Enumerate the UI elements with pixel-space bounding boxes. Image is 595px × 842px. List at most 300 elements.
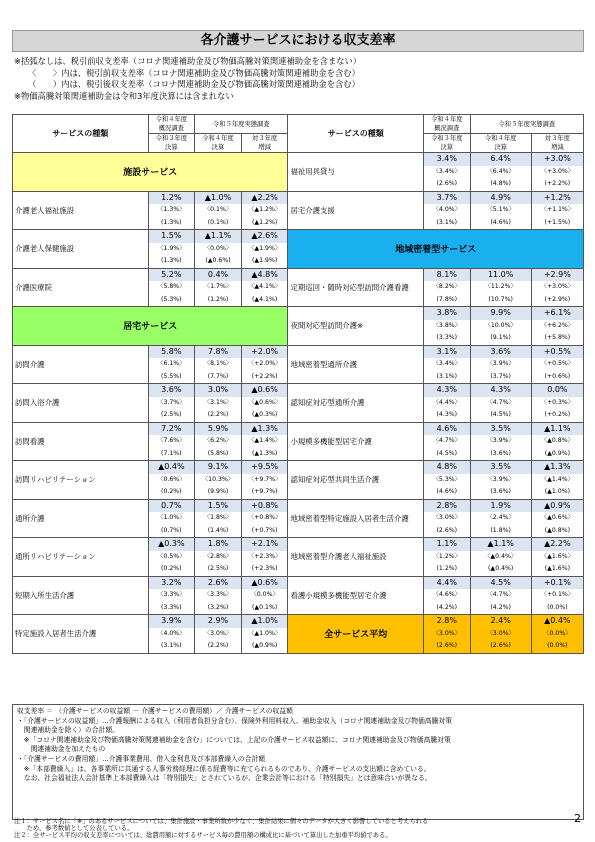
aftertax-value: (3.2%) xyxy=(207,603,229,611)
value-cell xyxy=(470,345,531,384)
value-cell xyxy=(531,307,583,346)
aftertax-value: (2.6%) xyxy=(471,640,531,653)
pretax-value: ▲4.8% xyxy=(242,269,288,282)
pretax-with-subsidy-value: 〈1.8%〉 xyxy=(203,514,233,521)
col-diff-header: 対３年度 増減 xyxy=(241,134,288,153)
section-header: 施設サービス xyxy=(13,153,288,192)
pretax-with-subsidy-value: 〈1.7%〉 xyxy=(203,283,233,290)
pretax-value: 11.0% xyxy=(471,269,531,282)
aftertax-value: (▲1.0%) xyxy=(544,488,571,495)
value-cell xyxy=(423,538,470,577)
pretax-with-subsidy-value: 〈▲0.8%〉 xyxy=(540,437,574,444)
aftertax-value: (9.1%) xyxy=(490,334,511,341)
value-cell xyxy=(470,153,531,192)
col-diff-header: 対３年度 増減 xyxy=(531,134,583,153)
pretax-value: ▲1.1% xyxy=(195,230,241,243)
pretax-value: ▲1.0% xyxy=(242,615,288,628)
aftertax-value: (2.5%) xyxy=(207,565,229,572)
value-cell xyxy=(241,345,288,384)
aftertax-value: (4.6%) xyxy=(436,488,458,495)
pretax-with-subsidy-value: 〈6.4%〉 xyxy=(486,167,515,175)
aftertax-value: (3.6%) xyxy=(490,449,511,457)
pretax-with-subsidy-value: 〈+2.0%〉 xyxy=(247,360,282,367)
value-cell xyxy=(195,384,242,423)
aftertax-value: (2.6%) xyxy=(436,526,458,534)
aftertax-value: (4.3%) xyxy=(436,411,458,418)
value-cell xyxy=(470,576,531,615)
aftertax-value: (4.8%) xyxy=(490,180,511,187)
section-header: 地域密着型サービス xyxy=(288,230,584,269)
service-type-header: サービスの種類 xyxy=(288,115,424,153)
value-cell xyxy=(241,191,288,230)
pretax-with-subsidy-value: 〈1.3%〉 xyxy=(157,206,186,213)
pretax-value: 3.6% xyxy=(471,346,531,359)
aftertax-value: (5.3%) xyxy=(161,295,182,303)
value-cell xyxy=(195,461,242,500)
aftertax-value: (0.0%) xyxy=(532,640,583,653)
pretax-with-subsidy-value: 〈4.0%〉 xyxy=(157,629,186,637)
service-name: 福祉用具貸与 xyxy=(288,153,424,192)
aftertax-value: (▲1.2%) xyxy=(251,218,278,226)
aftertax-value: (2.5%) xyxy=(161,411,182,418)
pretax-value: 3.9% xyxy=(149,615,195,628)
footnote-line: ため、参考数値として公表している。 xyxy=(14,825,134,833)
col-r4-header: 令和４年度 決算 xyxy=(470,134,531,153)
aftertax-value: (+2.2%) xyxy=(251,372,278,380)
pretax-with-subsidy-value: 〈+0.8%〉 xyxy=(247,514,282,521)
value-cell xyxy=(195,268,242,307)
aftertax-value: (4.2%) xyxy=(490,603,511,611)
pretax-with-subsidy-value: 〈▲0.4%〉 xyxy=(484,552,518,560)
pretax-with-subsidy-value: 〈3.0%〉 xyxy=(471,628,531,641)
aftertax-value: (▲0.8%) xyxy=(544,526,571,534)
footnote-line: 注１：サービス名に「※」のあるサービスについては、集計施設・事業所数が少なく、集計結果に個々のデータが大きく影響していると考えられる xyxy=(14,818,429,825)
formula-line: ・「介護サービスの収益額」…介護報酬による収入（利用者負担分含む）、保険外利用料収入、補助金収入（コロナ関連補助金及び物価高騰対策 xyxy=(17,716,452,725)
table-row xyxy=(13,499,584,538)
pretax-with-subsidy-value: 〈▲1.4%〉 xyxy=(248,437,282,444)
pretax-with-subsidy-value: 〈3.1%〉 xyxy=(203,398,233,406)
pretax-with-subsidy-value: 〈0.5%〉 xyxy=(157,552,186,560)
pretax-with-subsidy-value: 〈3.9%〉 xyxy=(486,437,515,444)
pretax-with-subsidy-value: 〈3.3%〉 xyxy=(157,591,186,598)
pretax-value: +0.1% xyxy=(532,577,583,590)
table-row xyxy=(13,268,584,307)
formula-box xyxy=(12,704,584,820)
survey-r5-header: 令和５年度実態調査 xyxy=(195,115,288,134)
formula-line: ・「介護サービスの費用額」…介護事業費用、借入金利息及び本部費繰入の合計額 xyxy=(17,754,266,763)
value-cell xyxy=(195,345,242,384)
table-row xyxy=(13,461,584,500)
value-cell xyxy=(195,230,242,269)
value-cell xyxy=(148,422,195,461)
pretax-with-subsidy-value: 〈+3.0%〉 xyxy=(540,283,574,290)
value-cell xyxy=(470,191,531,230)
pretax-value: 4.6% xyxy=(424,423,470,436)
pretax-with-subsidy-value: 〈0.1%〉 xyxy=(203,206,233,213)
pretax-value: 0.4% xyxy=(195,269,241,282)
service-name: 地域密着型介護老人福祉施設 xyxy=(288,538,424,577)
value-cell xyxy=(148,461,195,500)
pretax-value: 3.7% xyxy=(424,192,470,205)
value-cell xyxy=(148,268,195,307)
formula-line: 関連補助金を除く）の合計額。 xyxy=(17,726,119,735)
pretax-value: ▲1.1% xyxy=(471,538,531,551)
aftertax-value: (▲0.6%) xyxy=(205,257,231,264)
formula-line: なお、社会福祉法人会計基準上本部費繰入は「特別損失」とされているが、企業会計等における「特別損失」とは意味合いが異なる。 xyxy=(17,774,432,783)
value-cell xyxy=(423,576,470,615)
aftertax-value: (▲4.1%) xyxy=(251,295,278,303)
service-name: 認知症対応型共同生活介護 xyxy=(288,461,424,500)
formula-line: ※「コロナ関連補助金及び物価高騰対策関連補助金を含む」については、上記の介護サービス収益額に、コロナ関連補助金及び物価高騰対策 xyxy=(17,735,451,744)
value-cell xyxy=(148,384,195,423)
pretax-with-subsidy-value: 〈+0.5%〉 xyxy=(540,360,574,367)
value-cell xyxy=(195,576,242,615)
pretax-value: ▲2.2% xyxy=(242,192,288,205)
col-r4-header: 令和４年度 決算 xyxy=(195,134,242,153)
value-cell xyxy=(470,461,531,500)
pretax-value: +2.0% xyxy=(242,346,288,359)
pretax-value: 4.4% xyxy=(424,577,470,590)
pretax-with-subsidy-value: 〈+6.2%〉 xyxy=(540,321,574,329)
pretax-with-subsidy-value: 〈5.3%〉 xyxy=(432,475,461,483)
pretax-with-subsidy-value: 〈3.4%〉 xyxy=(432,360,461,367)
pretax-value: 5.8% xyxy=(149,346,195,359)
pretax-with-subsidy-value: 〈2.8%〉 xyxy=(203,552,233,560)
aftertax-value: (0.1%) xyxy=(207,218,229,226)
pretax-with-subsidy-value: 〈6.2%〉 xyxy=(203,437,233,444)
page-title: 各介護サービスにおける収支差率 xyxy=(12,30,584,52)
aftertax-value: (1.3%) xyxy=(161,218,182,226)
pretax-with-subsidy-value: 〈3.4%〉 xyxy=(432,167,461,175)
service-name: 地域密着型特定施設入居者生活介護 xyxy=(288,499,424,538)
aftertax-value: (2.6%) xyxy=(436,180,458,187)
col-r3-header: 令和３年度 決算 xyxy=(423,134,470,153)
pretax-value: ▲0.3% xyxy=(149,538,195,551)
pretax-with-subsidy-value: 〈3.9%〉 xyxy=(486,360,515,367)
pretax-with-subsidy-value: 〈7.6%〉 xyxy=(157,437,186,444)
pretax-value: 2.4% xyxy=(471,615,531,628)
aftertax-value: (+5.8%) xyxy=(544,334,571,341)
pretax-with-subsidy-value: 〈▲1.4%〉 xyxy=(540,475,574,483)
pretax-with-subsidy-value: 〈1.2%〉 xyxy=(432,552,461,560)
pretax-value: 4.3% xyxy=(424,384,470,397)
aftertax-value: (3.1%) xyxy=(436,218,458,226)
aftertax-value: (2.2%) xyxy=(207,411,229,418)
aftertax-value: (10.7%) xyxy=(488,295,513,303)
aftertax-value: (▲1.9%) xyxy=(251,257,278,264)
aftertax-value: (3.6%) xyxy=(490,488,511,495)
value-cell xyxy=(531,153,583,192)
pretax-value: 2.8% xyxy=(424,615,470,628)
aftertax-value: (+9.7%) xyxy=(251,488,278,495)
pretax-with-subsidy-value: 〈1.0%〉 xyxy=(157,514,186,521)
pretax-value: 1.1% xyxy=(424,538,470,551)
value-cell xyxy=(470,422,531,461)
table-row xyxy=(13,153,584,192)
pretax-with-subsidy-value: 〈11.2%〉 xyxy=(484,283,517,290)
aftertax-value: (0.7%) xyxy=(161,526,182,534)
service-type-header: サービスの種類 xyxy=(13,115,149,153)
pretax-with-subsidy-value: 〈▲1.2%〉 xyxy=(248,206,282,213)
value-cell xyxy=(470,268,531,307)
value-cell xyxy=(148,576,195,615)
service-name: 介護医療院 xyxy=(13,268,149,307)
service-name: 介護老人福祉施設 xyxy=(13,191,149,230)
section-header: 居宅サービス xyxy=(13,307,288,346)
aftertax-value: (1.4%) xyxy=(207,526,229,534)
pretax-value: ▲1.3% xyxy=(532,461,583,474)
pretax-with-subsidy-value: 〈3.8%〉 xyxy=(432,321,461,329)
value-cell xyxy=(423,153,470,192)
value-cell xyxy=(531,615,583,654)
pretax-value: 1.9% xyxy=(471,500,531,513)
table-row xyxy=(13,576,584,615)
pretax-value: 1.2% xyxy=(149,192,195,205)
pretax-value: 4.5% xyxy=(471,577,531,590)
aftertax-value: (7.7%) xyxy=(207,372,229,380)
pretax-value: ▲0.4% xyxy=(532,615,583,628)
pretax-value: 3.1% xyxy=(424,346,470,359)
aftertax-value: (4.5%) xyxy=(436,449,458,457)
value-cell xyxy=(148,230,195,269)
footnote-line: 注２：全サービス平均の収支差率については、総費用額に対するサービス毎の費用額の構成比に基づいて算出した加重平均値である。 xyxy=(14,832,392,840)
pretax-with-subsidy-value: 〈4.6%〉 xyxy=(432,591,461,598)
value-cell xyxy=(470,615,531,654)
value-cell xyxy=(423,268,470,307)
pretax-value: 4.9% xyxy=(471,192,531,205)
table-row xyxy=(13,307,584,346)
service-name: 地域密着型通所介護 xyxy=(288,345,424,384)
value-cell xyxy=(423,499,470,538)
pretax-value: ▲0.9% xyxy=(532,500,583,513)
value-cell xyxy=(470,538,531,577)
table-row xyxy=(13,191,584,230)
survey-r4-header: 令和４年度 概況調査 xyxy=(148,115,195,134)
pretax-with-subsidy-value: 〈10.0%〉 xyxy=(484,321,517,329)
pretax-value: 9.1% xyxy=(195,461,241,474)
pretax-with-subsidy-value: 〈▲0.6%〉 xyxy=(540,514,574,521)
value-cell xyxy=(531,191,583,230)
note-line: ※物価高騰対策関連補助金は令和3年度決算には含まれない xyxy=(14,90,234,101)
value-cell xyxy=(531,384,583,423)
pretax-value: +0.8% xyxy=(242,500,288,513)
header-row-1 xyxy=(13,115,584,134)
aftertax-value: (7.1%) xyxy=(161,449,182,457)
value-cell xyxy=(195,538,242,577)
aftertax-value: (5.5%) xyxy=(161,372,182,380)
pretax-with-subsidy-value: 〈4.7%〉 xyxy=(486,591,515,598)
value-cell xyxy=(148,538,195,577)
service-name: 短期入所生活介護 xyxy=(13,576,149,615)
aftertax-value: (▲0.3%) xyxy=(251,411,278,418)
note-line: （ ）内は、税引後収支差率（コロナ関連補助金及び物価高騰対策関連補助金を含む） xyxy=(28,79,360,90)
pretax-with-subsidy-value: 〈▲1.6%〉 xyxy=(540,552,574,560)
pretax-value: 4.8% xyxy=(424,461,470,474)
pretax-with-subsidy-value: 〈10.3%〉 xyxy=(201,475,234,483)
aftertax-value: (4.6%) xyxy=(490,218,511,226)
pretax-with-subsidy-value: 〈3.7%〉 xyxy=(157,398,186,406)
all-service-average-label: 全サービス平均 xyxy=(288,615,424,654)
pretax-value: 3.6% xyxy=(149,384,195,397)
value-cell xyxy=(195,615,242,654)
aftertax-value: (+2.9%) xyxy=(544,295,571,303)
service-name: 夜間対応型訪問介護※ xyxy=(288,307,424,346)
aftertax-value: (2.2%) xyxy=(207,642,229,649)
value-cell xyxy=(241,576,288,615)
pretax-value: 3.2% xyxy=(149,577,195,590)
pretax-value: 2.6% xyxy=(195,577,241,590)
pretax-value: 1.5% xyxy=(149,230,195,243)
pretax-value: 5.2% xyxy=(149,269,195,282)
aftertax-value: (1.2%) xyxy=(436,565,458,572)
aftertax-value: (▲1.3%) xyxy=(251,449,278,457)
pretax-with-subsidy-value: 〈0.0%〉 xyxy=(250,591,279,598)
value-cell xyxy=(241,499,288,538)
pretax-value: 0.7% xyxy=(149,500,195,513)
aftertax-value: (+2.3%) xyxy=(251,565,278,572)
pretax-value: 8.1% xyxy=(424,269,470,282)
pretax-with-subsidy-value: 〈▲0.6%〉 xyxy=(248,398,282,406)
value-cell xyxy=(531,268,583,307)
aftertax-value: (▲0.1%) xyxy=(251,603,278,611)
survey-r4-header: 令和４年度 概況調査 xyxy=(423,115,470,134)
pretax-value: +2.1% xyxy=(242,538,288,551)
pretax-value: 3.0% xyxy=(195,384,241,397)
pretax-with-subsidy-value: 〈+9.7%〉 xyxy=(247,475,282,483)
service-name: 定期巡回・随時対応型訪問介護看護 xyxy=(288,268,424,307)
pretax-value: ▲1.1% xyxy=(532,423,583,436)
service-name: 特定施設入居者生活介護 xyxy=(13,615,149,654)
table-row xyxy=(13,615,584,654)
value-cell xyxy=(241,461,288,500)
aftertax-value: (5.8%) xyxy=(207,449,229,457)
pretax-with-subsidy-value: 〈0.0%〉 xyxy=(203,244,233,252)
pretax-with-subsidy-value: 〈0.0%〉 xyxy=(532,628,583,641)
pretax-value: 6.4% xyxy=(471,153,531,166)
value-cell xyxy=(195,499,242,538)
value-cell xyxy=(195,422,242,461)
pretax-value: 2.8% xyxy=(424,500,470,513)
pretax-with-subsidy-value: 〈2.4%〉 xyxy=(486,514,515,521)
col-r3-header: 令和３年度 決算 xyxy=(148,134,195,153)
formula-line: ※「本部費繰入」は、各事業所に共通する人事労務経理に係る経費等に充てられるものであり、介護サービスの支出額に含めている。 xyxy=(17,764,431,773)
aftertax-value: (3.3%) xyxy=(436,334,458,341)
value-cell xyxy=(148,615,195,654)
pretax-value: +0.5% xyxy=(532,346,583,359)
pretax-with-subsidy-value: 〈3.0%〉 xyxy=(203,629,233,637)
aftertax-value: (0.0%) xyxy=(547,603,568,611)
service-name: 訪問介護 xyxy=(13,345,149,384)
value-cell xyxy=(423,345,470,384)
pretax-with-subsidy-value: 〈3.3%〉 xyxy=(203,591,233,598)
pretax-value: 5.9% xyxy=(195,423,241,436)
pretax-value: 7.2% xyxy=(149,423,195,436)
value-cell xyxy=(531,576,583,615)
service-name: 訪問リハビリテーション xyxy=(13,461,149,500)
aftertax-value: (▲0.9%) xyxy=(251,642,278,649)
pretax-value: 0.0% xyxy=(532,384,583,397)
value-cell xyxy=(531,345,583,384)
pretax-with-subsidy-value: 〈1.9%〉 xyxy=(157,244,186,252)
pretax-value: 1.5% xyxy=(195,500,241,513)
pretax-value: +9.5% xyxy=(242,461,288,474)
pretax-value: ▲0.4% xyxy=(149,461,195,474)
aftertax-value: (3.3%) xyxy=(161,603,182,611)
margin-table xyxy=(12,114,584,654)
pretax-value: 2.9% xyxy=(195,615,241,628)
service-name: 看護小規模多機能型居宅介護 xyxy=(288,576,424,615)
value-cell xyxy=(531,538,583,577)
value-cell xyxy=(423,461,470,500)
aftertax-value: (+2.2%) xyxy=(544,180,571,187)
pretax-value: ▲0.6% xyxy=(242,577,288,590)
pretax-value: +3.0% xyxy=(532,153,583,166)
pretax-value: 1.8% xyxy=(195,538,241,551)
pretax-value: ▲2.2% xyxy=(532,538,583,551)
pretax-with-subsidy-value: 〈5.8%〉 xyxy=(157,283,186,290)
pretax-with-subsidy-value: 〈8.1%〉 xyxy=(203,360,233,367)
value-cell xyxy=(531,422,583,461)
value-cell xyxy=(241,384,288,423)
table-row xyxy=(13,230,584,269)
pretax-value: 7.8% xyxy=(195,346,241,359)
pretax-value: 4.3% xyxy=(471,384,531,397)
pretax-with-subsidy-value: 〈3.9%〉 xyxy=(486,475,515,483)
value-cell xyxy=(423,384,470,423)
pretax-value: 3.4% xyxy=(424,153,470,166)
pretax-with-subsidy-value: 〈5.1%〉 xyxy=(486,206,515,213)
pretax-with-subsidy-value: 〈6.1%〉 xyxy=(157,360,186,367)
value-cell xyxy=(470,307,531,346)
note-line: 〈 〉内は、税引前収支差率（コロナ関連補助金及び物価高騰対策関連補助金を含む） xyxy=(28,67,360,78)
aftertax-value: (1.8%) xyxy=(490,526,511,534)
aftertax-value: (▲0.9%) xyxy=(544,449,571,457)
service-name: 通所介護 xyxy=(13,499,149,538)
page-number: 2 xyxy=(574,812,581,825)
aftertax-value: (+0.2%) xyxy=(544,411,571,418)
aftertax-value: (2.6%) xyxy=(424,640,470,653)
value-cell xyxy=(531,499,583,538)
aftertax-value: (9.9%) xyxy=(207,488,229,495)
aftertax-value: (▲1.6%) xyxy=(544,565,571,572)
pretax-value: 3.8% xyxy=(424,307,470,320)
aftertax-value: (▲0.4%) xyxy=(488,565,514,572)
value-cell xyxy=(241,422,288,461)
note-line: ※括弧なしは、税引前収支差率（コロナ関連補助金及び物価高騰対策関連補助金を含まない） xyxy=(14,56,362,66)
pretax-with-subsidy-value: 〈4.7%〉 xyxy=(432,437,461,444)
table-row xyxy=(13,422,584,461)
aftertax-value: (4.2%) xyxy=(436,603,458,611)
service-name: 訪問看護 xyxy=(13,422,149,461)
footnotes xyxy=(14,818,574,840)
service-name: 介護老人保健施設 xyxy=(13,230,149,269)
service-name: 居宅介護支援 xyxy=(288,191,424,230)
aftertax-value: (4.5%) xyxy=(490,411,511,418)
pretax-with-subsidy-value: 〈4.7%〉 xyxy=(486,398,515,406)
service-name: 小規模多機能型居宅介護 xyxy=(288,422,424,461)
value-cell xyxy=(470,499,531,538)
value-cell xyxy=(423,615,470,654)
value-cell xyxy=(470,384,531,423)
aftertax-value: (7.8%) xyxy=(436,295,458,303)
aftertax-value: (+0.6%) xyxy=(544,372,571,380)
value-cell xyxy=(423,422,470,461)
aftertax-value: (+1.5%) xyxy=(544,218,571,226)
pretax-with-subsidy-value: 〈4.4%〉 xyxy=(432,398,461,406)
pretax-value: +6.1% xyxy=(532,307,583,320)
pretax-value: ▲2.6% xyxy=(242,230,288,243)
pretax-value: 3.5% xyxy=(471,461,531,474)
